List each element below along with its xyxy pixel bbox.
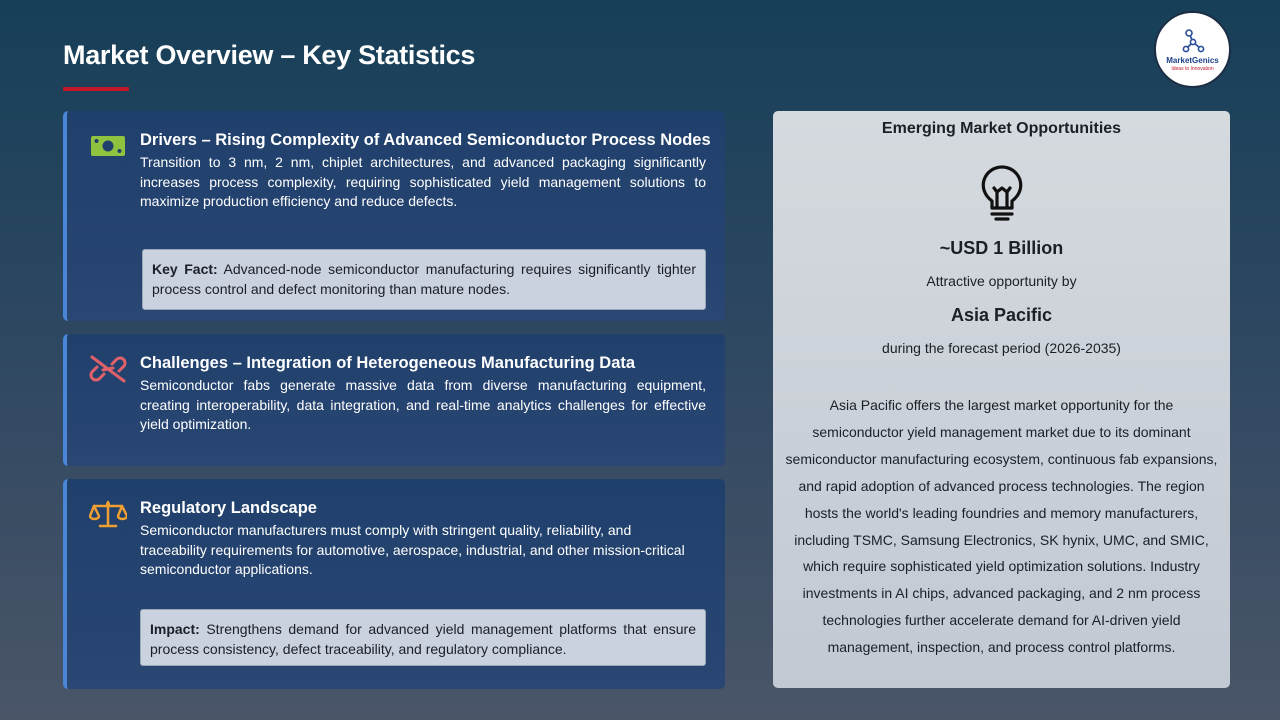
impact-text: Strengthens demand for advanced yield management platforms that ensure process consistency, defect traceability, and regulatory compliance.	[150, 621, 696, 657]
opportunity-description: Asia Pacific offers the largest market opportunity for the semiconductor yield management market due to its dominant semiconductor manufacturing ecosystem, continuous fab expansions, and rapid adoption of advanced process technologies. The region hosts the world's leading foundries and memory manufacturers, including TSMC, Samsung Electronics, SK hynix, UMC, and SMIC, which require sophisticated yield optimization solutions. Industry investments in AI chips, advanced packaging, and 2 nm process technologies further accelerate demand for AI-driven yield management, inspection, and process control platforms.	[785, 397, 1218, 656]
logo-tagline: Ideas to Innovation	[1171, 65, 1214, 72]
drivers-body: Transition to 3 nm, 2 nm, chiplet architectures, and advanced packaging significantly increases process complexity, requiring sophisticated yield management solutions to maximize production efficiency and reduce defects.	[140, 154, 706, 210]
drivers-heading: Drivers – Rising Complexity of Advanced Semiconductor Process Nodes	[140, 131, 711, 149]
challenges-body: Semiconductor fabs generate massive data from diverse manufacturing equipment, creating interoperability, data integration, and real-time analytics challenges for effective yield optimization.	[140, 377, 706, 433]
opportunity-title: Emerging Market Opportunities	[881, 120, 1122, 137]
challenges-card	[63, 334, 725, 466]
network-icon	[1180, 28, 1206, 54]
money-icon	[89, 131, 127, 161]
key-fact-box	[142, 249, 706, 310]
impact-box	[140, 609, 706, 666]
opportunity-panel	[773, 111, 1230, 688]
regulatory-body: Semiconductor manufacturers must comply with stringent quality, reliability, and traceability requirements for automotive, aerospace, industrial, and other mission-critical semiconductor applications.	[140, 522, 685, 578]
broken-link-icon	[89, 354, 127, 384]
title-underline	[63, 87, 129, 91]
key-fact-label: Key Fact:	[152, 261, 218, 277]
lightbulb-icon	[978, 165, 1026, 221]
company-logo	[1154, 11, 1231, 88]
regulatory-heading: Regulatory Landscape	[140, 499, 317, 517]
regulatory-card	[63, 479, 725, 689]
opportunity-subtitle: Attractive opportunity by	[926, 273, 1077, 289]
scales-icon	[89, 499, 127, 529]
opportunity-region: Asia Pacific	[950, 305, 1053, 325]
page-title: Market Overview – Key Statistics	[63, 40, 476, 70]
challenges-heading: Challenges – Integration of Heterogeneous Manufacturing Data	[140, 354, 636, 372]
drivers-card	[63, 111, 725, 321]
opportunity-amount: ~USD 1 Billion	[939, 238, 1064, 258]
impact-label: Impact:	[150, 621, 200, 637]
key-fact-text: Advanced-node semiconductor manufacturing requires significantly tighter process control and defect monitoring than mature nodes.	[152, 261, 696, 297]
forecast-period: during the forecast period (2026-2035)	[882, 340, 1121, 356]
logo-name: MarketGenics	[1166, 55, 1219, 65]
